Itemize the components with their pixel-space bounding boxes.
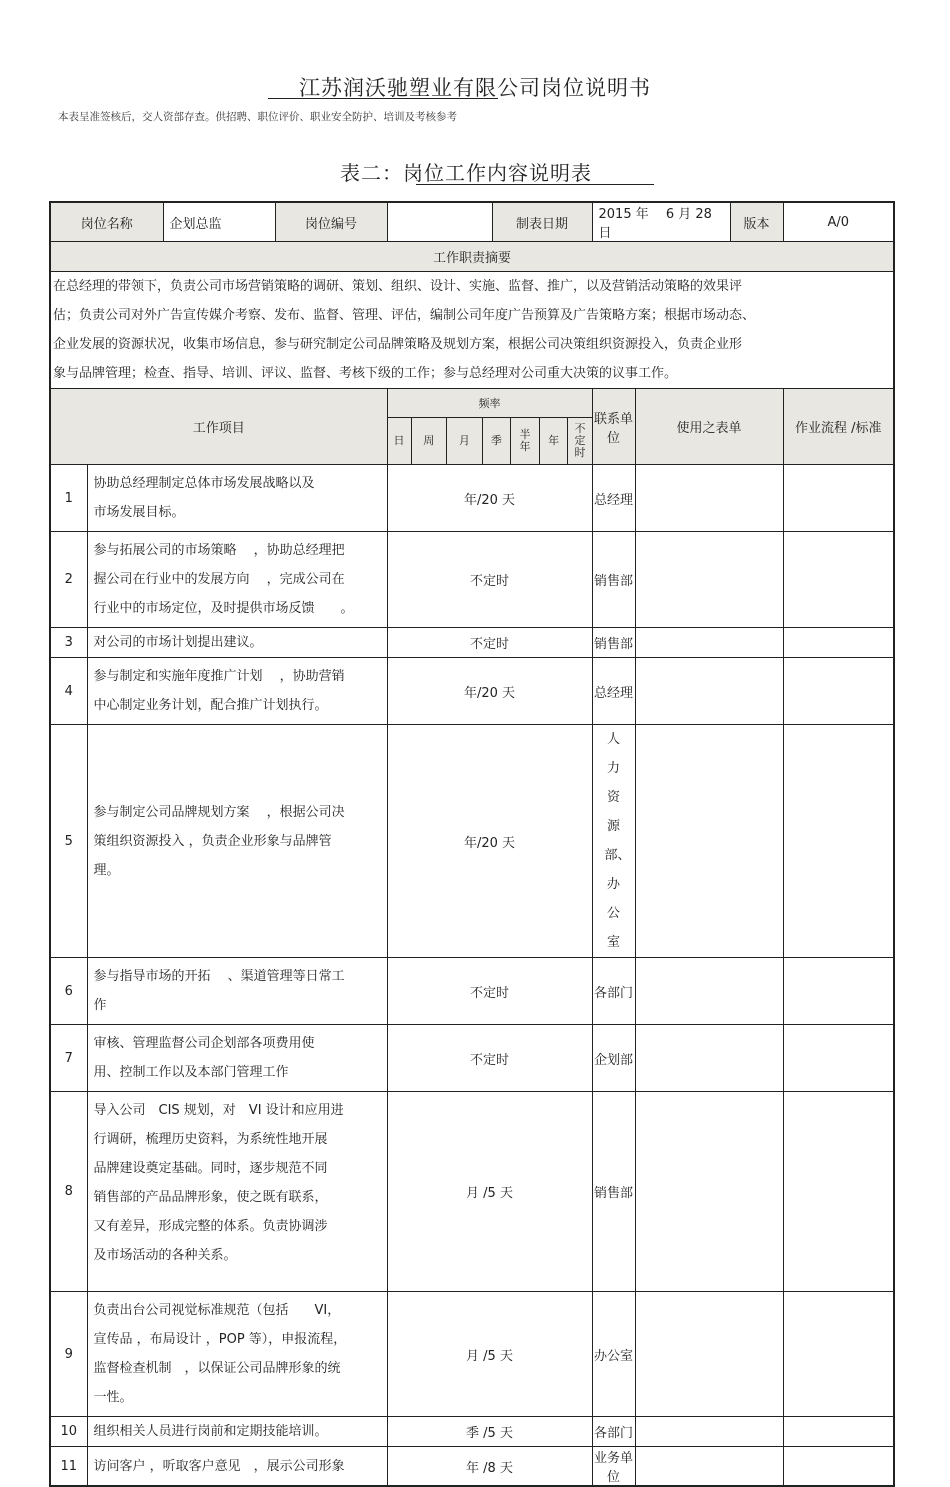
frequency-label: 频率 [478,397,501,410]
task-process [783,1025,894,1092]
task-forms [635,1092,783,1292]
task-contact: 总经理 [592,465,635,532]
task-description: 参与指导市场的开拓 、渠道管理等日常工 作 [87,958,387,1025]
position-code-value [387,202,492,242]
task-forms [635,725,783,958]
task-forms [635,1417,783,1447]
task-row [50,958,894,1025]
task-description: 参与拓展公司的市场策略 ，协助总经理把 握公司在行业中的发展方向 ，完成公司在 行业中的市场定位，及时提供市场反馈 。 [87,532,387,628]
table-subtitle: 表二：岗位工作内容说明表 [340,161,592,185]
freq-day: 日 [388,418,412,464]
task-process [783,1292,894,1417]
version-label: 版本 [730,202,783,242]
task-description: 访问客户 ，听取客户意见 ，展示公司形象 [87,1447,387,1487]
column-forms: 使用之表单 [635,389,783,465]
freq-irregular: 不定时 [574,422,586,459]
summary-line: 象与品牌管理；检查、指导、培训、评议、监督、考核下级的工作；参与总经理对公司重大决策的议事工作。 [53,366,678,381]
document-note: 本表呈准签核后，交人资部存查。供招聘、职位评价、职业安全防护、培训及考核参考 [58,111,457,123]
task-row [50,725,894,958]
task-process [783,658,894,725]
date-label: 制表日期 [492,202,592,242]
task-number: 9 [50,1292,87,1417]
task-description: 参与制定和实施年度推广计划 ，协助营销 中心制定业务计划，配合推广计划执行。 [87,658,387,725]
task-forms [635,958,783,1025]
task-process [783,725,894,958]
freq-year: 年 [540,418,569,464]
task-forms [635,628,783,658]
summary-text [50,272,894,389]
date-value: 2015 年 6 月 28 日 [592,202,730,242]
summary-line: 企业发展的资源状况，收集市场信息，参与研究制定公司品牌策略及规划方案，根据公司决策组织资源投入，负责企业形 [53,337,743,352]
task-frequency: 不定时 [387,628,592,658]
task-row [50,658,894,725]
task-process [783,465,894,532]
position-name-label: 岗位名称 [50,202,163,242]
frequency-subcolumns [387,418,592,465]
task-description: 审核、管理监督公司企划部各项费用使 用、控制工作以及本部门管理工作 [87,1025,387,1092]
task-row [50,465,894,532]
freq-month: 月 [447,418,483,464]
task-forms [635,1447,783,1487]
task-number: 7 [50,1025,87,1092]
task-frequency: 不定时 [387,1025,592,1092]
task-number: 8 [50,1092,87,1292]
task-contact: 人力资源部、办公室 [592,725,635,958]
task-number: 3 [50,628,87,658]
task-row [50,628,894,658]
job-table [49,201,895,1487]
task-frequency: 月 /5 天 [387,1292,592,1417]
task-frequency: 年/20 天 [387,725,592,958]
document-title: 江苏润沃驰塑业有限公司岗位说明书 [299,76,651,100]
job-content-sheet [49,201,893,1487]
task-frequency: 不定时 [387,532,592,628]
task-contact: 企划部 [592,1025,635,1092]
task-frequency: 季 /5 天 [387,1417,592,1447]
task-number: 11 [50,1447,87,1487]
task-contact: 业务单位 [592,1447,635,1487]
task-frequency: 年 /8 天 [387,1447,592,1487]
task-forms [635,1292,783,1417]
task-number: 2 [50,532,87,628]
task-description: 导入公司 CIS 规划，对 VI 设计和应用进 行调研，梳理历史资料，为系统性地开展 品牌建设奠定基础。同时，逐步规范不同 销售部的产品品牌形象，使之既有联系， 又有差异，形成完整的体系。负责协调涉 及市场活动的各种关系。 [87,1092,387,1292]
task-number: 6 [50,958,87,1025]
task-row [50,1092,894,1292]
task-contact: 各部门 [592,958,635,1025]
task-number: 10 [50,1417,87,1447]
column-work-item: 工作项目 [50,389,387,465]
task-contact: 总经理 [592,658,635,725]
task-contact: 办公室 [592,1292,635,1417]
task-row [50,1417,894,1447]
task-row [50,1447,894,1487]
task-forms [635,658,783,725]
task-frequency: 不定时 [387,958,592,1025]
task-process [783,1417,894,1447]
task-process [783,532,894,628]
task-contact: 销售部 [592,628,635,658]
task-description: 负责出台公司视觉标准规范（包括 VI， 宣传品 ，布局设计 ，POP 等），申报流程， 监督检查机制 ，以保证公司品牌形象的统 一性。 [87,1292,387,1417]
task-forms [635,1025,783,1092]
task-frequency: 月 /5 天 [387,1092,592,1292]
freq-half-year: 半年 [511,418,540,464]
task-number: 4 [50,658,87,725]
task-process [783,1092,894,1292]
position-name-value: 企划总监 [163,202,275,242]
version-value: A/0 [783,202,894,242]
summary-line: 在总经理的带领下，负责公司市场营销策略的调研、策划、组织、设计、实施、监督、推广，以及营销活动策略的效果评 [53,279,743,294]
task-description: 参与制定公司品牌规划方案 ，根据公司决 策组织资源投入 ，负责企业形象与品牌管 理。 [87,725,387,958]
task-forms [635,532,783,628]
position-code-label: 岗位编号 [275,202,387,242]
task-process [783,1447,894,1487]
header-row [50,202,894,242]
task-frequency: 年/20 天 [387,465,592,532]
column-contact: 联系单位 [592,389,635,465]
summary-title: 工作职责摘要 [50,242,894,272]
task-contact: 销售部 [592,1092,635,1292]
summary-line: 估；负责公司对外广告宣传媒介考察、发布、监督、管理、评估，编制公司年度广告预算及广告策略方案；根据市场动态、 [53,308,756,323]
subtitle-underline [416,184,654,185]
task-number: 1 [50,465,87,532]
task-row [50,532,894,628]
task-frequency: 年/20 天 [387,658,592,725]
task-process [783,628,894,658]
task-contact: 销售部 [592,532,635,628]
freq-week: 周 [412,418,448,464]
column-process: 作业流程 /标准 [783,389,894,465]
freq-quarter: 季 [483,418,512,464]
task-row [50,1025,894,1092]
column-frequency [387,389,592,418]
task-forms [635,465,783,532]
task-description: 组织相关人员进行岗前和定期技能培训。 [87,1417,387,1447]
task-contact: 各部门 [592,1417,635,1447]
task-number: 5 [50,725,87,958]
task-process [783,958,894,1025]
task-description: 对公司的市场计划提出建议。 [87,628,387,658]
task-row [50,1292,894,1417]
title-underline [268,98,498,99]
task-description: 协助总经理制定总体市场发展战略以及 市场发展目标。 [87,465,387,532]
